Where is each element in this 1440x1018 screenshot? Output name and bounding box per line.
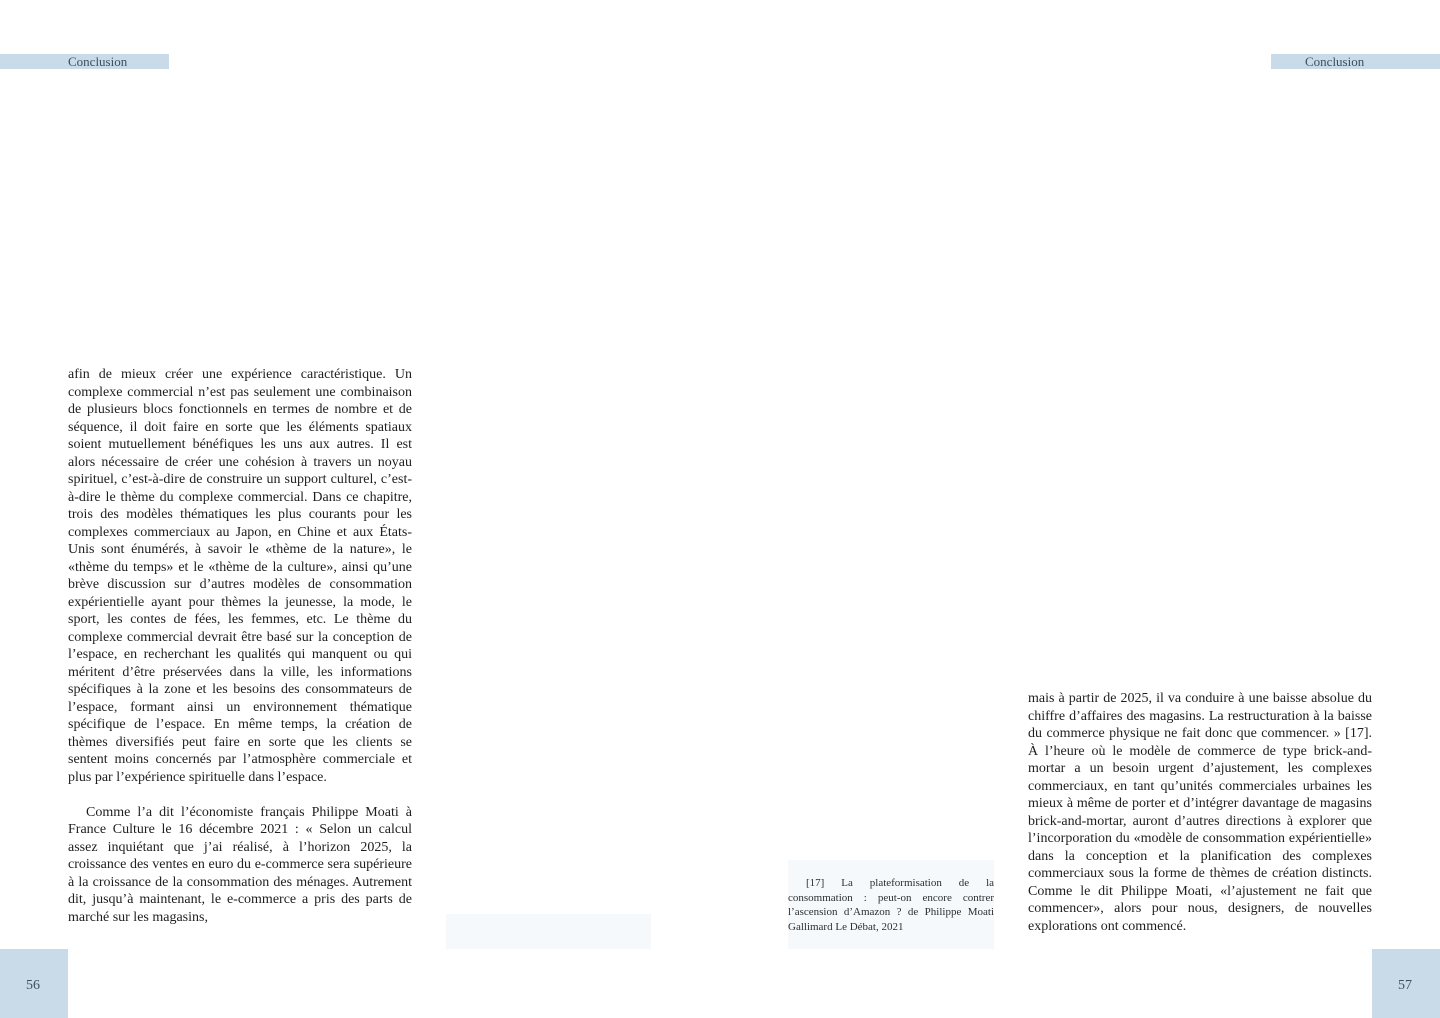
page-number-left: 56 [26, 978, 40, 993]
empty-caption-box [446, 914, 651, 949]
left-body-column [68, 366, 412, 926]
page-number-right: 57 [1398, 978, 1412, 993]
footnote-ref: [17] [806, 877, 825, 889]
left-paragraph-1: afin de mieux créer une expérience caractéristique. Un complexe commercial n’est pas seulement une combinaison de plusieurs blocs fonctionnels en termes de nombre et de séquence, il doit faire en sorte que les éléments spatiaux soient mutuellement bénéfiques les uns aux autres. Il est alors nécessaire de créer une cohésion à travers un noyau spirituel, c’est-à-dire de construire un support culturel, c’est-à-dire le thème du complexe commercial. Dans ce chapitre, trois des modèles thématiques les plus courants pour les complexes commerciaux au Japon, en Chine et aux États-Unis sont énumérés, à savoir le «thème de la nature», le «thème du temps» et le «thème de la culture», ainsi qu’une brève discussion sur d’autres modèles de consommation expérientielle ayant pour thèmes la jeunesse, la mode, le sport, les contes de fées, les femmes, etc. Le thème du complexe commercial devrait être basé sur la conception de l’espace, en recherchant les qualités qui manquent ou qui méritent d’être préservées dans la ville, les informations spécifiques à la zone et les besoins des consommateurs de l’espace, formant ainsi un environnement thématique spécifique de l’espace. En même temps, la création de thèmes diversifiés peut faire en sorte que les clients se sentent moins concernés par l’atmosphère commerciale et plus par l’expérience spirituelle dans l’espace. [68, 367, 412, 785]
footnote-text: La plateformisation de la consommation : peut-on encore contrer l’ascension d’Amazon ? de Philippe Moati Gallimard Le Débat, 2021 [788, 877, 995, 933]
running-header-right: Conclusion [1305, 54, 1365, 69]
running-header-left: Conclusion [68, 54, 128, 69]
right-body-column [1028, 690, 1372, 935]
footnote-body [788, 876, 994, 934]
footnote [788, 876, 994, 934]
left-paragraph-2: Comme l’a dit l’économiste français Philippe Moati à France Culture le 16 décembre 2021 : « Selon un calcul assez inquiétant que j’ai réalisé, à l’horizon 2025, la croissance des ventes en euro du e-commerce sera supérieure à la croissance de la consommation des ménages. Autrement dit, jusqu’à maintenant, le e-commerce a pris des parts de marché sur les magasins, [68, 804, 412, 925]
right-paragraph: mais à partir de 2025, il va conduire à une baisse absolue du chiffre d’affaires des magasins. La restructuration à la baisse du commerce physique ne fait donc que commencer. » [17]. À l’heure où le modèle de commerce de type brick-and-mortar a un besoin urgent d’ajustement, les complexes commerciaux, en tant qu’unités commerciales urbaines les mieux à même de porter et d’intégrer davantage de magasins brick-and-mortar, auront d’autres directions à explorer que l’incorporation du «modèle de consommation expérientielle» dans la conception et la planification des complexes commerciaux sous la forme de thèmes de création distincts. Comme le dit Philippe Moati, «l’ajustement ne fait que commencer», alors pour nous, designers, de nouvelles explorations ont commencé. [1028, 691, 1372, 934]
